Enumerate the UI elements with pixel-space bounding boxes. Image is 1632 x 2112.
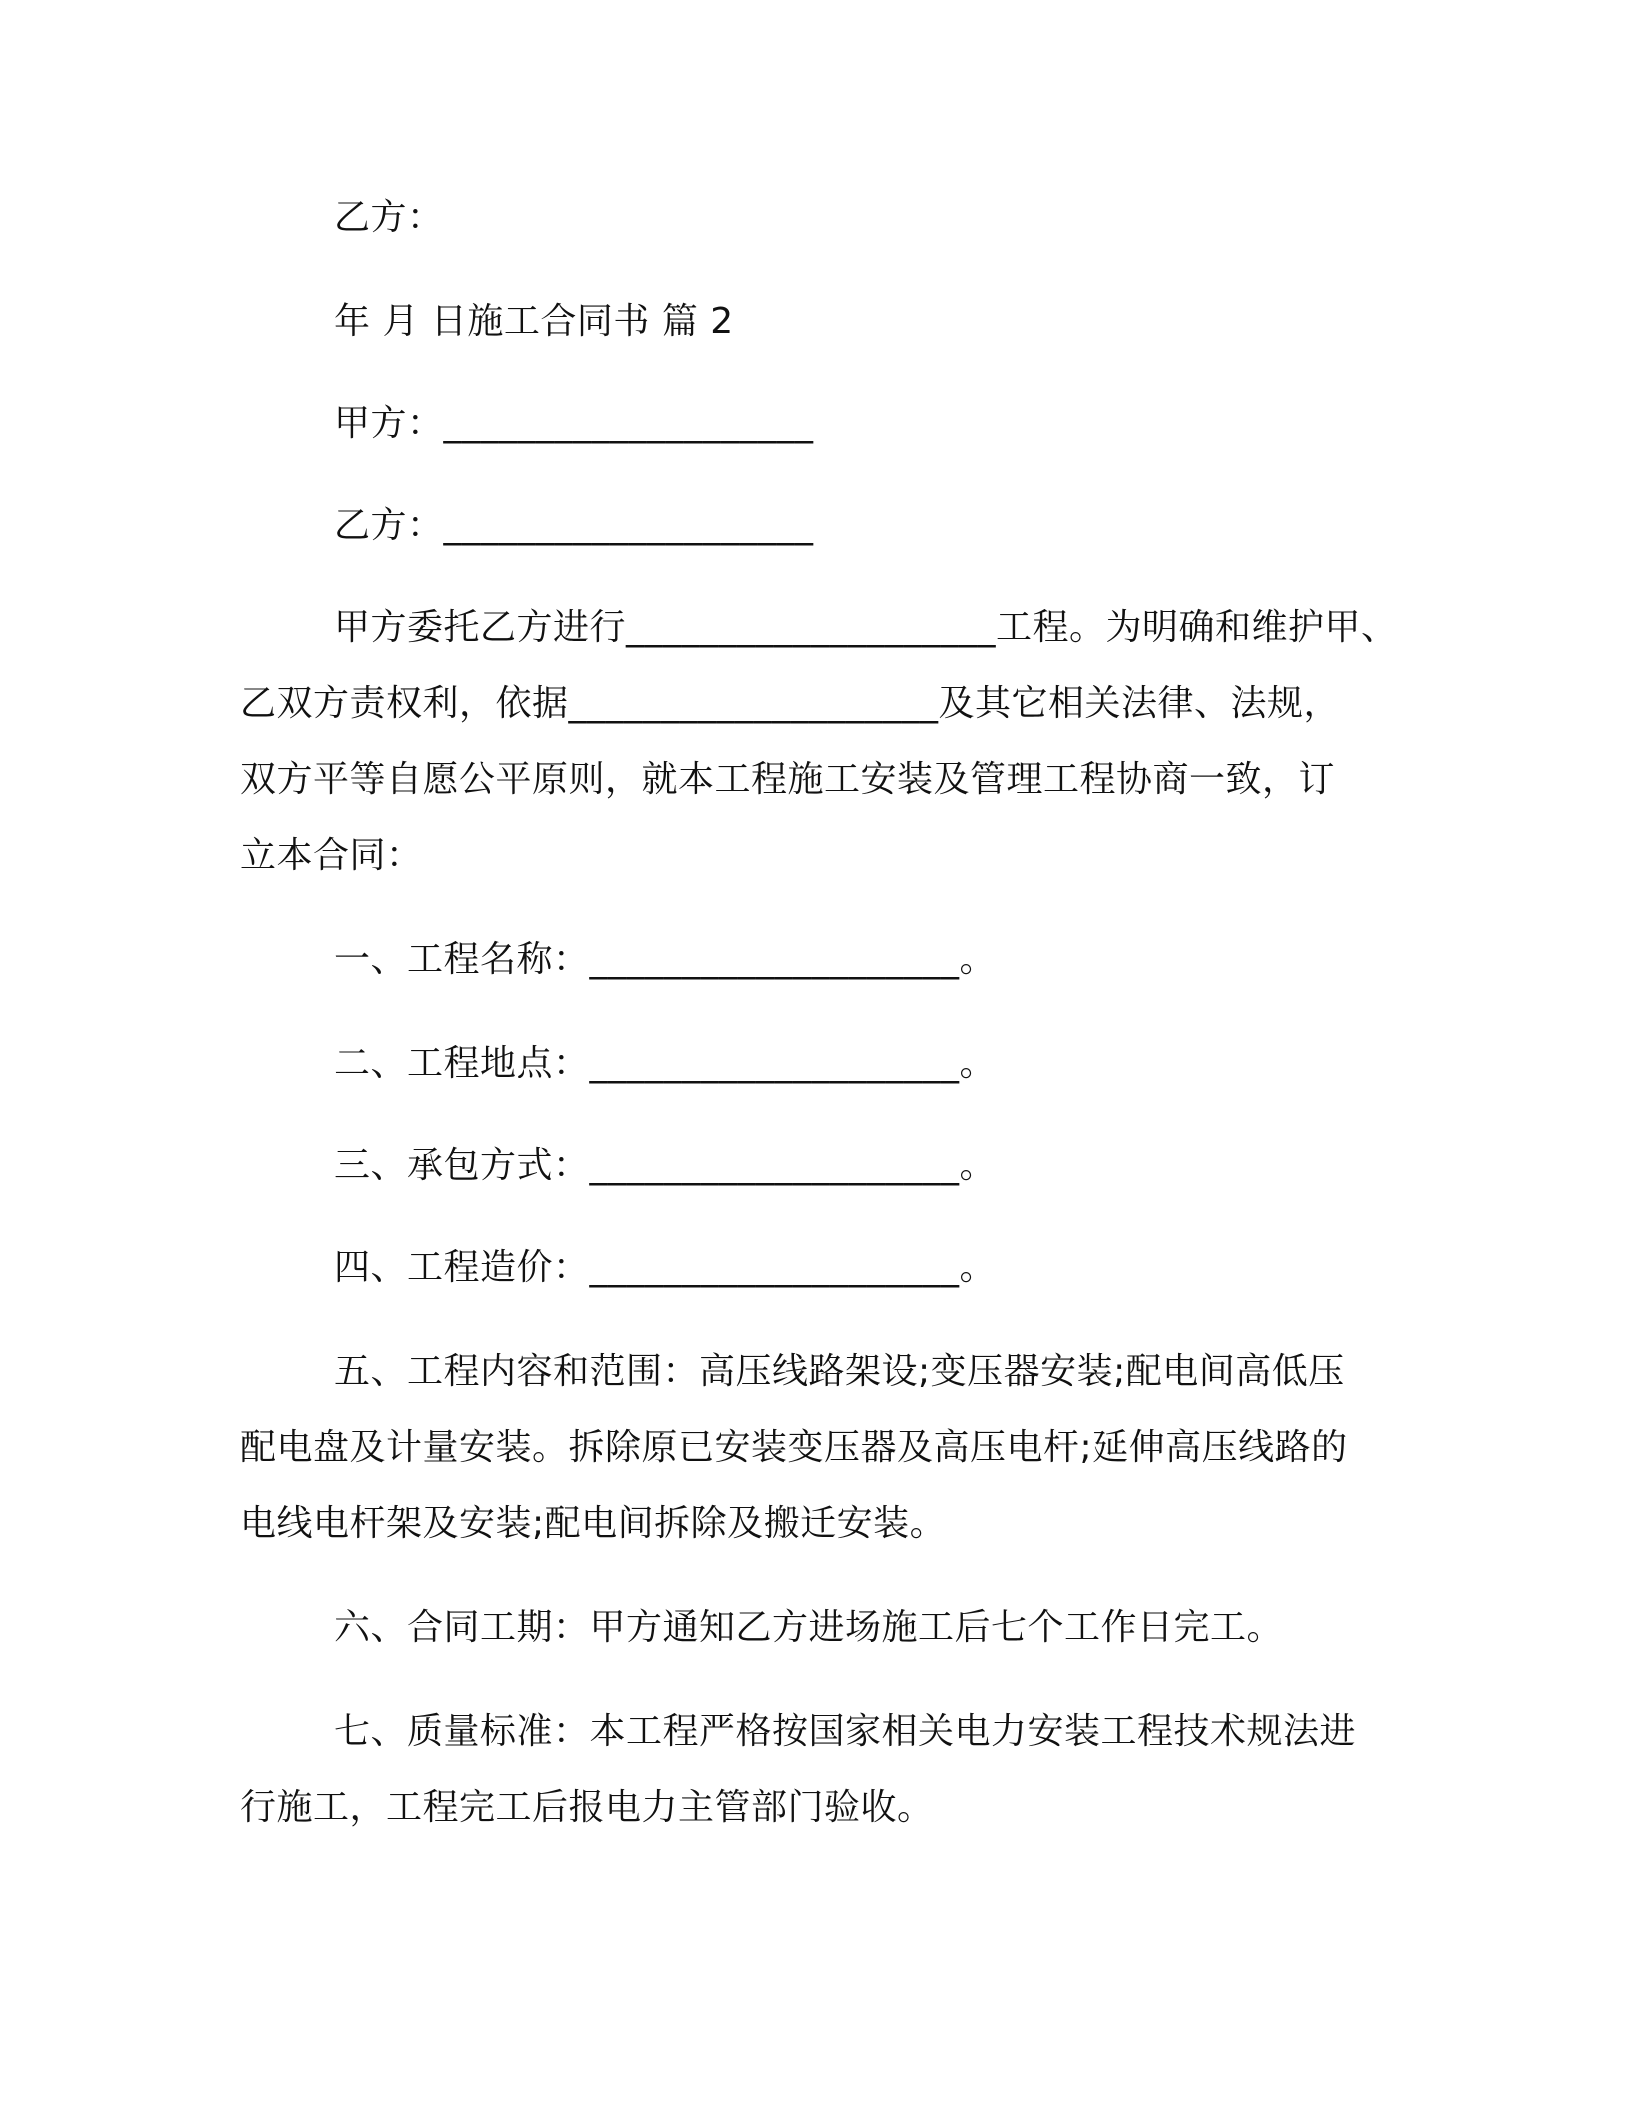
clause-contract-method: 三、承包方式：____________________。 <box>334 1145 997 1186</box>
preamble-line: 甲方委托乙方进行____________________工程。为明确和维护甲、 <box>334 607 1398 648</box>
clause-scope: 五、工程内容和范围：高压线路架设;变压器安装;配电间高低压 <box>334 1351 1345 1392</box>
preamble-line: 双方平等自愿公平原则，就本工程施工安装及管理工程协商一致，订 <box>240 759 1336 800</box>
clause-duration: 六、合同工期：甲方通知乙方进场施工后七个工作日完工。 <box>334 1607 1284 1648</box>
party-a-field: 甲方：____________________ <box>334 403 814 444</box>
party-b-field: 乙方：____________________ <box>334 505 814 546</box>
clause-scope: 电线电杆架及安装;配电间拆除及搬迁安装。 <box>240 1503 947 1544</box>
clause-project-cost: 四、工程造价：____________________。 <box>334 1247 997 1288</box>
clause-scope: 配电盘及计量安装。拆除原已安装变压器及高压电杆;延伸高压线路的 <box>240 1427 1348 1468</box>
preamble-line: 立本合同： <box>240 835 423 876</box>
clause-quality: 行施工，工程完工后报电力主管部门验收。 <box>240 1787 934 1828</box>
clause-project-location: 二、工程地点：____________________。 <box>334 1043 997 1084</box>
contract-title: 年 月 日施工合同书 篇 2 <box>334 301 734 342</box>
clause-quality: 七、质量标准：本工程严格按国家相关电力安装工程技术规法进 <box>334 1711 1357 1752</box>
clause-project-name: 一、工程名称：____________________。 <box>334 939 997 980</box>
preamble-line: 乙双方责权利，依据____________________及其它相关法律、法规， <box>240 683 1341 724</box>
party-b-label: 乙方： <box>334 197 444 238</box>
